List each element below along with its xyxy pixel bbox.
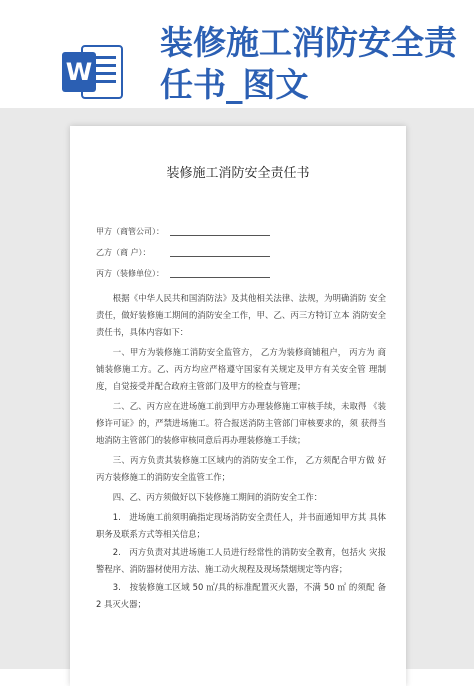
party-c-label: 丙方（装修单位）： — [96, 269, 164, 278]
paragraph-clause-2: 二、乙、丙方应在进场施工前到甲方办理装修施工审核手续，未取得 《装修许可证》的，严禁进场施工。符合报送消防主管部门审核要求的，须 获得当地消防主管部门的装修审核同意后再办理装修施工手续； — [96, 401, 386, 445]
page-title: 装修施工消防安全责任书_图文 — [160, 23, 457, 104]
party-a-label: 甲方（商管公司）： — [96, 227, 164, 236]
svg-text:W: W — [65, 58, 93, 86]
document-title: 装修施工消防安全责任书 — [166, 166, 310, 181]
banner — [0, 0, 474, 108]
paragraph-item-1: 1. 进场施工前须明确指定现场消防安全责任人，并书面通知甲方其 具体职务及联系方式等相关信息； — [96, 512, 386, 539]
paragraph-clause-1: 一、甲方为装修施工消防安全监管方， 乙方为装修商铺租户， 丙方为 商铺装修施工方。乙、丙方均应严格遵守国家有关规定及甲方有关安全管 理制度，自觉接受并配合政府主管部门及甲方的检查与管理； — [96, 347, 386, 391]
party-a-blank-line — [170, 235, 270, 236]
word-document-icon — [62, 42, 124, 102]
paragraph-item-3: 3. 按装修施工区域 50 ㎡/具的标准配置灭火器，不满 50 ㎡ 的须配 备 2 具灭火器； — [96, 582, 386, 609]
paragraph-item-2: 2. 丙方负责对其进场施工人员进行经常性的消防安全教育，包括火 灾报警程序、消防器材使用方法、施工动火规程及现场禁烟规定等内容； — [96, 547, 386, 574]
paragraph-intro: 根据《中华人民共和国消防法》及其他相关法律、法规，为明确消防 安全责任，做好装修施工期间的消防安全工作，甲、乙、丙三方特订立本 消防安全责任书，具体内容如下： — [96, 293, 386, 337]
document-page[interactable] — [70, 126, 406, 686]
party-b-label: 乙方（商 户）： — [96, 248, 151, 257]
paragraph-clause-3: 三、丙方负责其装修施工区域内的消防安全工作， 乙方须配合甲方做 好丙方装修施工的消防安全监管工作； — [96, 455, 386, 482]
paragraph-clause-4: 四、乙、丙方须做好以下装修施工期间的消防安全工作： — [112, 492, 323, 502]
party-b-blank-line — [170, 256, 270, 257]
party-c-blank-line — [170, 277, 270, 278]
document-preview-area — [0, 108, 474, 669]
